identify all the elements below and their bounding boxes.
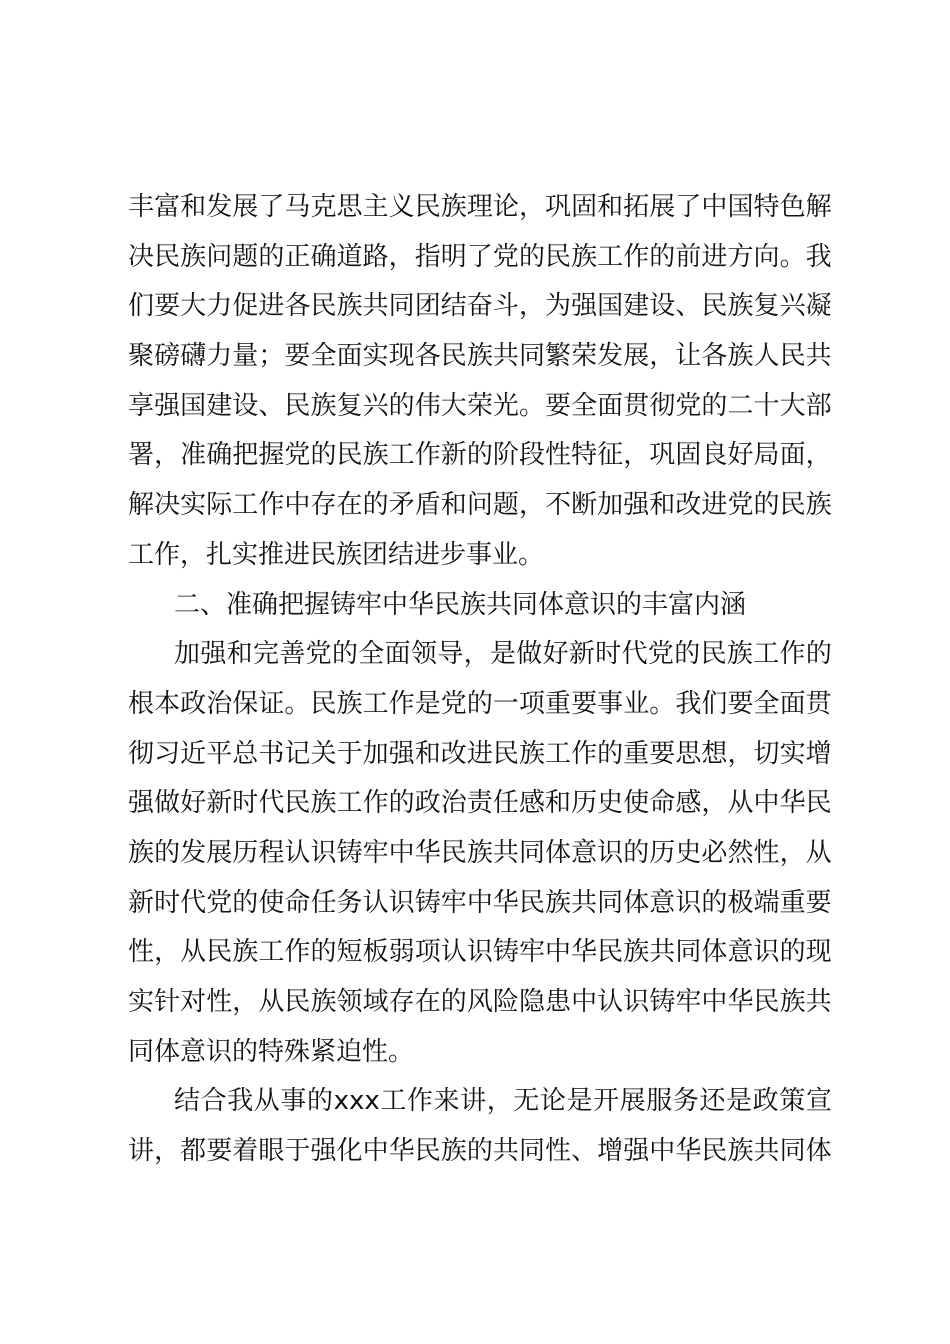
paragraph-line: 享 强 国 建 设 、 民 族 复 兴 的 伟 大 荣 光 。 要 全 面 贯 彻 党 的 二 十 大 部	[128, 390, 832, 421]
paragraph-line: 决 民 族 问 题 的 正 确 道 路 ， 指 明 了 党 的 民 族 工 作 的 前 进 方 向 。 我	[128, 241, 832, 272]
paragraph-line: 实 针 对 性 ， 从 民 族 领 域 存 在 的 风 险 隐 患 中 认 识 铸 牢 中 华 民 族 共	[128, 987, 832, 1017]
paragraph-line: 强 做 好 新 时 代 民 族 工 作 的 政 治 责 任 感 和 历 史 使 命 感 ， 从 中 华 民	[128, 788, 832, 819]
paragraph-line: 工作，扎实推进民族团结进步事业。	[128, 539, 545, 570]
section-heading: 二、准确把握铸牢中华民族共同体意识的丰富内涵	[174, 589, 747, 620]
paragraph-line: 彻 习 近 平 总 书 记 关 于 加 强 和 改 进 民 族 工 作 的 重 要 思 想 ， 切 实 增	[128, 738, 832, 769]
paragraph-line: 同体意识的特殊紧迫性。	[128, 1036, 415, 1067]
paragraph-line: 们 要 大 力 促 进 各 民 族 共 同 团 结 奋 斗 ， 为 强 国 建 设 、 民 族 复 兴 凝	[128, 291, 832, 322]
paragraph-line: 新 时 代 党 的 使 命 任 务 认 识 铸 牢 中 华 民 族 共 同 体 意 识 的 极 端 重 要	[128, 887, 832, 918]
paragraph-line: 聚 磅 礴 力 量 ； 要 全 面 实 现 各 民 族 共 同 繁 荣 发 展 ， 让 各 族 人 民 共	[128, 341, 832, 372]
paragraph-line: 解 决 实 际 工 作 中 存 在 的 矛 盾 和 问 题 ， 不 断 加 强 和 改 进 党 的 民 族	[128, 490, 832, 521]
paragraph-line: 丰 富 和 发 展 了 马 克 思 主 义 民 族 理 论 ， 巩 固 和 拓 展 了 中 国 特 色 解	[128, 192, 832, 222]
paragraph-line: 讲 ， 都 要 着 眼 于 强 化 中 华 民 族 的 共 同 性 、 增 强 中 华 民 族 共 同 体	[128, 1136, 832, 1167]
paragraph-line: 根 本 政 治 保 证 。 民 族 工 作 是 党 的 一 项 重 要 事 业 。 我 们 要 全 面 贯	[128, 688, 832, 719]
paragraph-line: 族 的 发 展 历 程 认 识 铸 牢 中 华 民 族 共 同 体 意 识 的 历 史 必 然 性 ， 从	[128, 837, 832, 868]
document-body	[128, 183, 832, 1177]
paragraph-line: 性 ， 从 民 族 工 作 的 短 板 弱 项 认 识 铸 牢 中 华 民 族 共 同 体 意 识 的 现	[128, 937, 832, 968]
paragraph-line: 结 合 我 从 事 的 xxx 工 作 来 讲 ， 无 论 是 开 展 服 务 还 是 政 策 宣	[174, 1086, 832, 1117]
paragraph-line: 加 强 和 完 善 党 的 全 面 领 导 ， 是 做 好 新 时 代 党 的 民 族 工 作 的	[174, 639, 832, 670]
paragraph-line: 署 ， 准 确 把 握 党 的 民 族 工 作 新 的 阶 段 性 特 征 ， 巩 固 良 好 局 面 ，	[128, 440, 832, 471]
